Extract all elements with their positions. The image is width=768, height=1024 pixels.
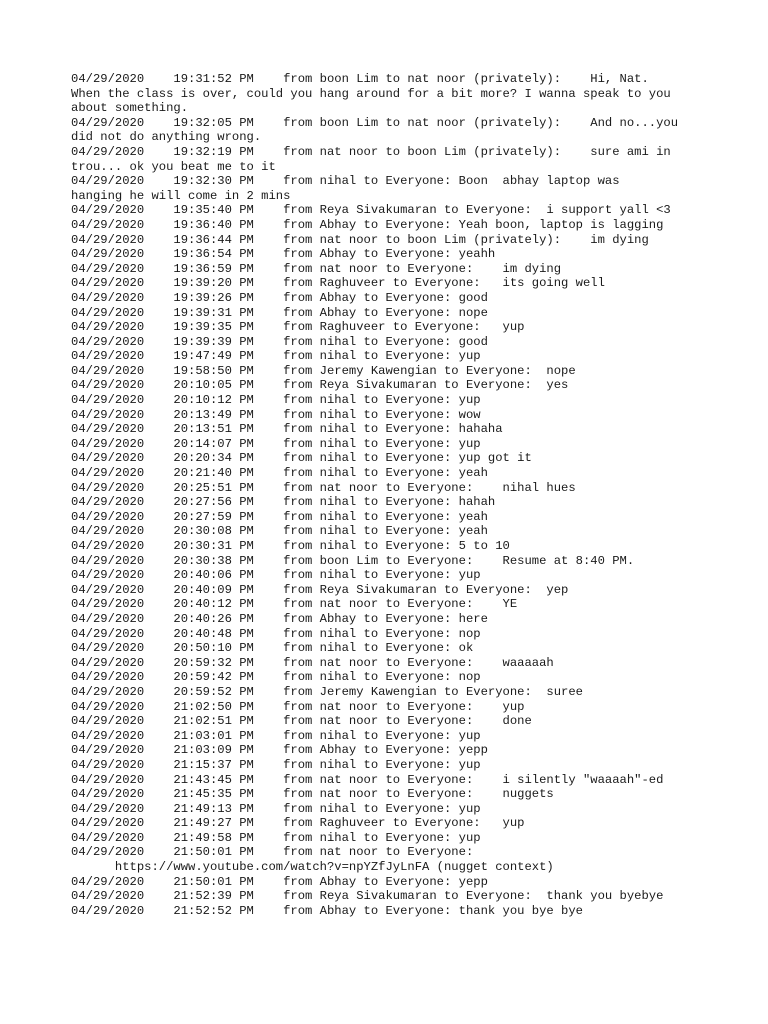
chat-log-line: 04/29/2020 20:59:32 PM from nat noor to Everyone: waaaaah (71, 655, 554, 670)
chat-log-line: hanging he will come in 2 mins (71, 188, 291, 203)
chat-log-line: 04/29/2020 20:20:34 PM from nihal to Everyone: yup got it (71, 451, 532, 466)
chat-log-line: 04/29/2020 21:03:01 PM from nihal to Everyone: yup (71, 728, 481, 743)
chat-log-line: 04/29/2020 19:36:40 PM from Abhay to Everyone: Yeah boon, laptop is lagging (71, 217, 664, 232)
chat-log-line: 04/29/2020 19:47:49 PM from nihal to Everyone: yup (71, 349, 481, 364)
chat-log-line: When the class is over, could you hang around for a bit more? I wanna speak to you (71, 86, 671, 101)
chat-log-line: 04/29/2020 21:52:39 PM from Reya Sivakumaran to Everyone: thank you byebye (71, 889, 664, 904)
chat-log-line: 04/29/2020 20:25:51 PM from nat noor to Everyone: nihal hues (71, 480, 576, 495)
chat-log-line: 04/29/2020 20:21:40 PM from nihal to Everyone: yeah (71, 466, 488, 481)
chat-log-line: 04/29/2020 20:30:08 PM from nihal to Everyone: yeah (71, 524, 488, 539)
chat-log-line: 04/29/2020 21:45:35 PM from nat noor to Everyone: nuggets (71, 787, 554, 802)
chat-log-line: 04/29/2020 21:03:09 PM from Abhay to Everyone: yepp (71, 743, 488, 758)
chat-log-line: 04/29/2020 19:39:20 PM from Raghuveer to Everyone: its going well (71, 276, 605, 291)
chat-log-line: 04/29/2020 19:39:26 PM from Abhay to Everyone: good (71, 290, 488, 305)
chat-log-line: 04/29/2020 20:30:31 PM from nihal to Everyone: 5 to 10 (71, 539, 510, 553)
chat-log-line: about something. (71, 101, 189, 116)
chat-log-line: 04/29/2020 20:14:07 PM from nihal to Everyone: yup (71, 436, 481, 451)
chat-log-line: 04/29/2020 20:10:05 PM from Reya Sivakumaran to Everyone: yes (71, 378, 569, 393)
chat-log-line: 04/29/2020 19:58:50 PM from Jeremy Kawengian to Everyone: nope (71, 363, 576, 378)
chat-log-line: https://www.youtube.com/watch?v=npYZfJyLnFA (nugget context) (71, 860, 554, 875)
chat-log-line: 04/29/2020 21:49:13 PM from nihal to Everyone: yup (71, 801, 481, 816)
chat-log (71, 72, 751, 918)
chat-log-line: 04/29/2020 20:40:09 PM from Reya Sivakumaran to Everyone: yep (71, 582, 569, 597)
chat-log-line: 04/29/2020 19:36:59 PM from nat noor to Everyone: im dying (71, 261, 562, 276)
chat-log-line: 04/29/2020 20:30:38 PM from boon Lim to Everyone: Resume at 8:40 PM. (71, 553, 635, 568)
chat-log-line: 04/29/2020 20:40:26 PM from Abhay to Everyone: here (71, 611, 488, 626)
chat-log-line: 04/29/2020 20:13:49 PM from nihal to Everyone: wow (71, 407, 481, 422)
chat-log-line: 04/29/2020 21:02:51 PM from nat noor to Everyone: done (71, 714, 532, 729)
chat-log-line: 04/29/2020 21:15:37 PM from nihal to Everyone: yup (71, 757, 481, 772)
chat-log-line: 04/29/2020 20:59:42 PM from nihal to Everyone: nop (71, 670, 481, 685)
chat-log-line: 04/29/2020 20:27:59 PM from nihal to Everyone: yeah (71, 509, 488, 524)
chat-log-line: 04/29/2020 21:02:50 PM from nat noor to Everyone: yup (71, 699, 525, 714)
chat-log-line: 04/29/2020 20:10:12 PM from nihal to Everyone: yup (71, 393, 481, 408)
chat-log-line: 04/29/2020 20:13:51 PM from nihal to Everyone: hahaha (71, 422, 503, 437)
chat-log-line: 04/29/2020 20:50:10 PM from nihal to Everyone: ok (71, 641, 474, 656)
chat-log-line: did not do anything wrong. (71, 130, 262, 145)
chat-log-line: 04/29/2020 21:52:52 PM from Abhay to Everyone: thank you bye bye (71, 903, 583, 918)
chat-log-line: 04/29/2020 21:49:27 PM from Raghuveer to Everyone: yup (71, 816, 525, 831)
chat-log-line: 04/29/2020 20:40:12 PM from nat noor to Everyone: YE (71, 597, 518, 612)
chat-log-line: 04/29/2020 20:40:48 PM from nihal to Everyone: nop (71, 626, 481, 641)
chat-log-line: 04/29/2020 19:39:35 PM from Raghuveer to Everyone: yup (71, 320, 525, 335)
chat-log-line: 04/29/2020 21:43:45 PM from nat noor to Everyone: i silently "waaaah"-ed (71, 772, 664, 787)
chat-log-line: 04/29/2020 21:50:01 PM from Abhay to Everyone: yepp (71, 874, 488, 889)
chat-log-line: 04/29/2020 19:32:19 PM from nat noor to boon Lim (privately): sure ami in (71, 144, 671, 159)
chat-log-line: 04/29/2020 19:32:30 PM from nihal to Everyone: Boon abhay laptop was (71, 174, 620, 189)
chat-log-line: trou... ok you beat me to it (71, 159, 276, 174)
chat-log-line: 04/29/2020 20:27:56 PM from nihal to Everyone: hahah (71, 495, 496, 510)
chat-log-line: 04/29/2020 19:36:54 PM from Abhay to Everyone: yeahh (71, 247, 496, 262)
chat-log-line: 04/29/2020 19:39:39 PM from nihal to Everyone: good (71, 334, 488, 349)
chat-log-line: 04/29/2020 19:39:31 PM from Abhay to Everyone: nope (71, 305, 488, 320)
chat-log-line: 04/29/2020 19:32:05 PM from boon Lim to nat noor (privately): And no...you (71, 115, 679, 130)
chat-log-line: 04/29/2020 19:31:52 PM from boon Lim to nat noor (privately): Hi, Nat. (71, 72, 649, 86)
chat-log-line: 04/29/2020 19:36:44 PM from nat noor to boon Lim (privately): im dying (71, 232, 649, 247)
chat-log-line: 04/29/2020 21:49:58 PM from nihal to Everyone: yup (71, 830, 481, 845)
chat-log-line: 04/29/2020 19:35:40 PM from Reya Sivakumaran to Everyone: i support yall <3 (71, 203, 671, 218)
chat-log-line: 04/29/2020 20:40:06 PM from nihal to Everyone: yup (71, 568, 481, 583)
chat-log-line: 04/29/2020 20:59:52 PM from Jeremy Kawengian to Everyone: suree (71, 684, 583, 699)
chat-log-line: 04/29/2020 21:50:01 PM from nat noor to Everyone: (71, 845, 474, 860)
